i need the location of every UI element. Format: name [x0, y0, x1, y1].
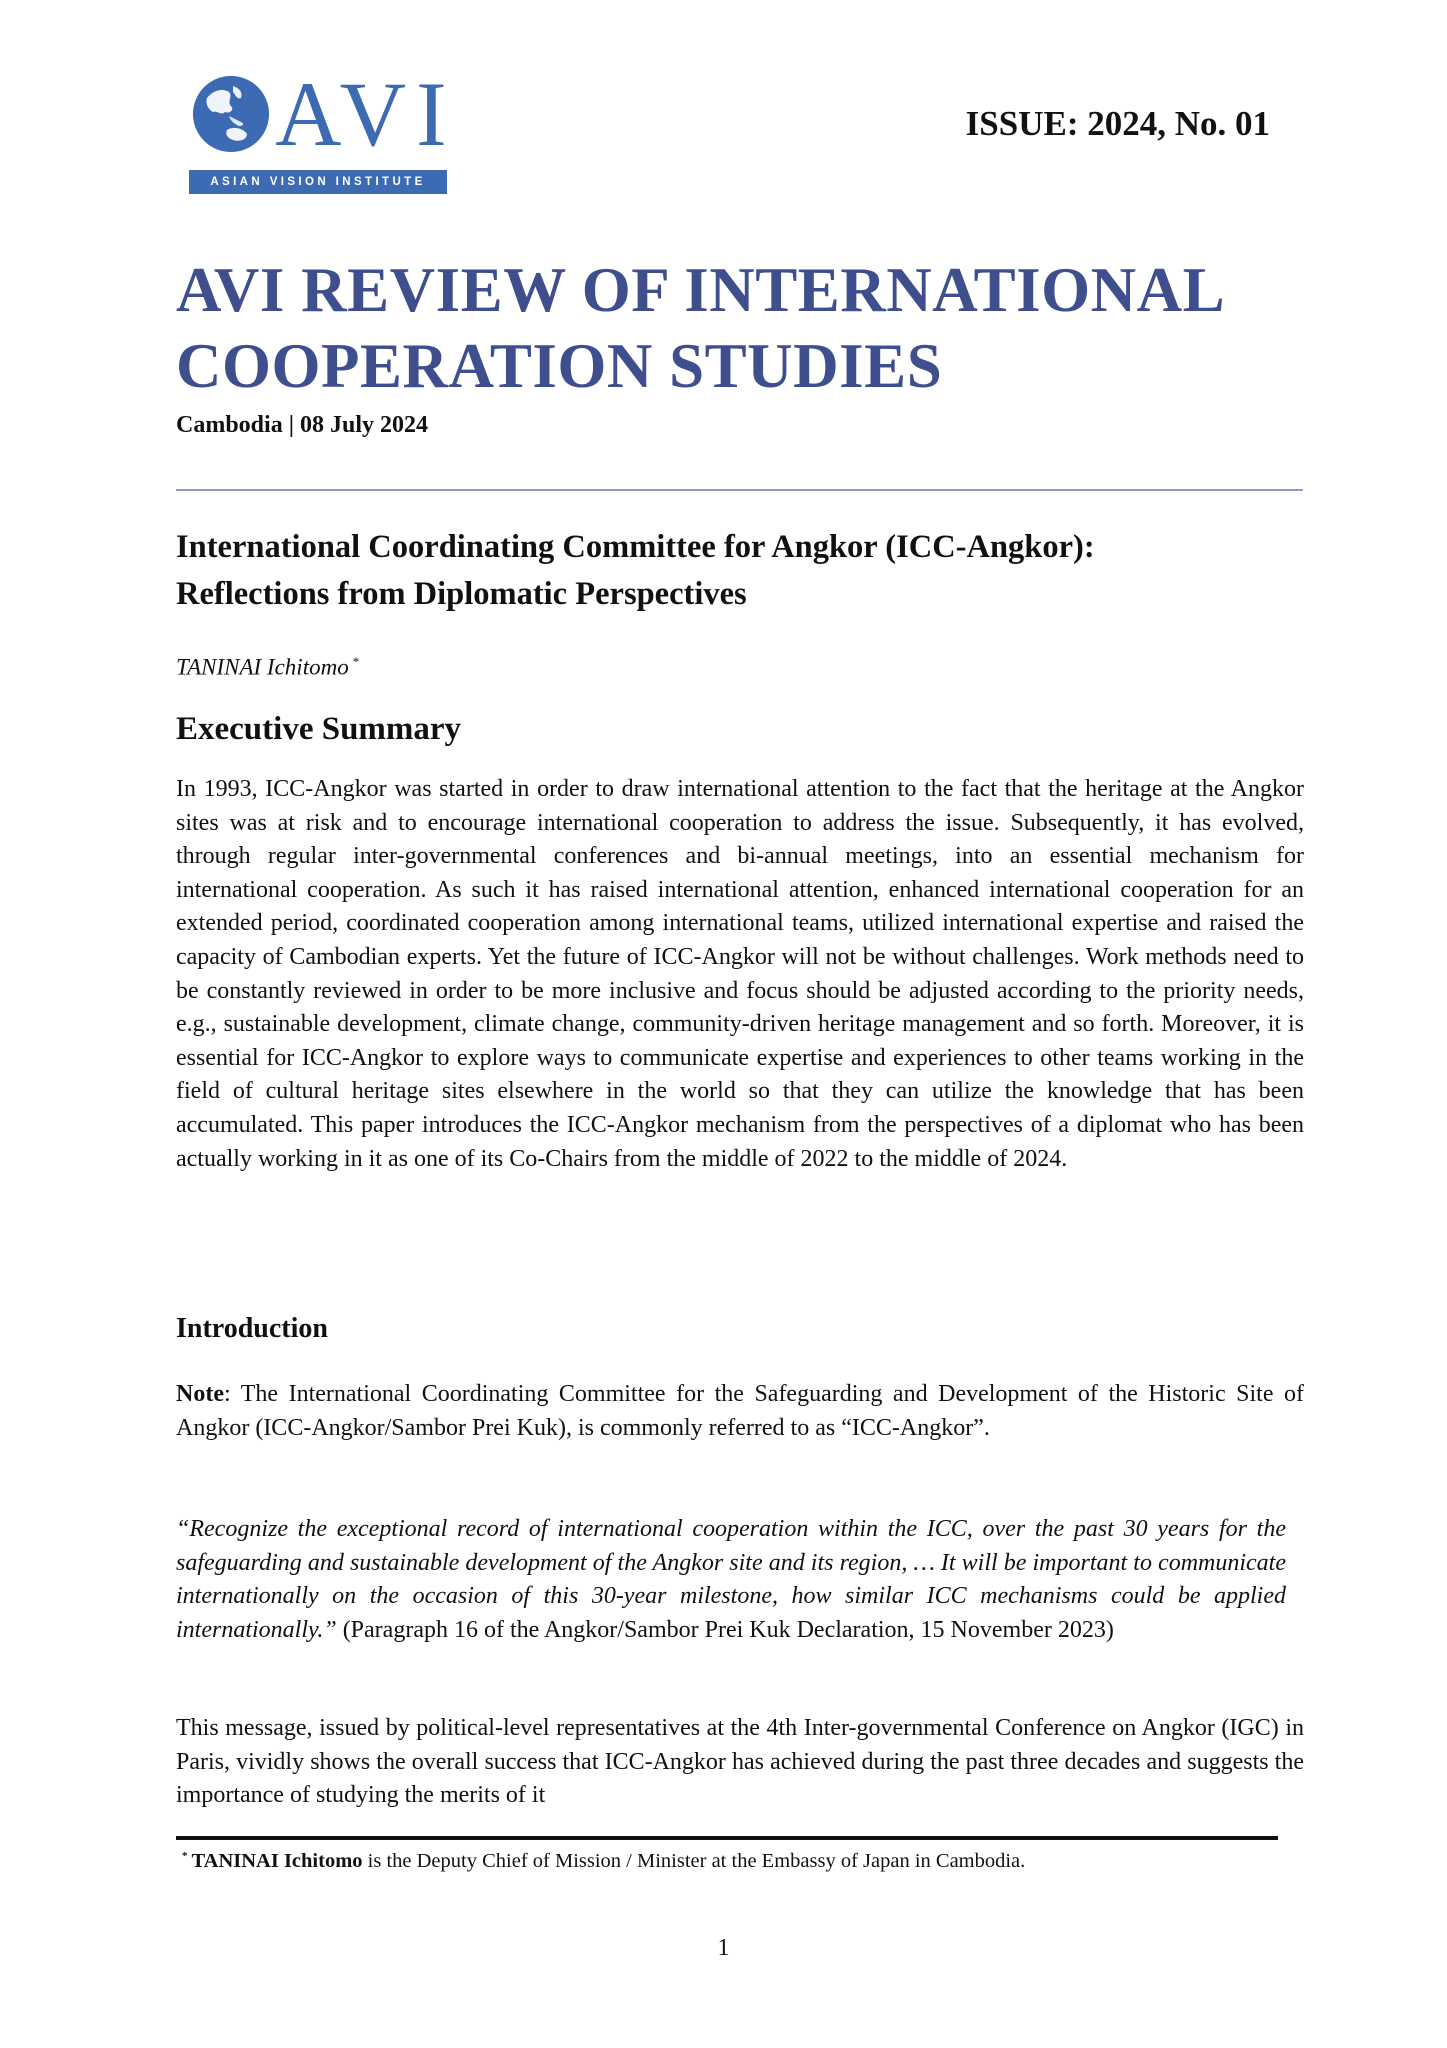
note-label: Note	[176, 1381, 224, 1407]
introduction-paragraph: This message, issued by political-level representatives at the 4th Inter-governmental Conference on Angkor (IGC) in Paris, vividly shows the overall success that ICC-Angkor has achieved during the past three decades and suggests the importance of studying the merits of it	[176, 1715, 1304, 1809]
introduction-note	[176, 1378, 1304, 1445]
author-byline	[176, 654, 359, 681]
article-title-line-2: Reflections from Diplomatic Perspectives	[176, 576, 747, 612]
header-divider	[176, 489, 1303, 491]
quote-source: (Paragraph 16 of the Angkor/Sambor Prei Kuk Declaration, 15 November 2023)	[336, 1616, 1114, 1643]
journal-title-line-1: AVI REVIEW OF INTERNATIONAL	[176, 255, 1226, 325]
issue-number: ISSUE: 2024, No. 01	[965, 104, 1270, 143]
footnote	[182, 1850, 1025, 1873]
article-title	[176, 524, 1316, 618]
author-footnote-mark[interactable]: *	[352, 654, 360, 669]
page-number: 1	[717, 1935, 730, 1961]
footnote-rule	[176, 1836, 1278, 1840]
journal-title-line-2: COOPERATION STUDIES	[176, 331, 943, 401]
avi-logo	[189, 63, 457, 190]
globe-icon	[193, 76, 269, 152]
note-text: : The International Coordinating Committee for the Safeguarding and Development of the Historic Site of Angkor (ICC-Angkor/Sambor Prei Kuk), is commonly referred to as “ICC-Angkor”.	[176, 1381, 1304, 1441]
footnote-mark: *	[182, 1850, 188, 1863]
author-name: TANINAI Ichitomo	[176, 654, 349, 680]
logo-letters: AVI	[275, 63, 457, 165]
executive-summary-heading: Executive Summary	[176, 711, 462, 747]
executive-summary-text: In 1993, ICC-Angkor was started in order to draw international attention to the fact that the heritage at the Angkor sites was at risk and to encourage international cooperation to address the issue. Subsequently, it has evolved, through regular inter-governmental conferences and bi-annual meetings, into an essential mechanism for international cooperation. As such it has raised international attention, enhanced international cooperation for an extended period, coordinated cooperation among international teams, utilized international expertise and raised the capacity of Cambodian experts. Yet the future of ICC-Angkor will not be without challenges. Work methods need to be constantly reviewed in order to be more inclusive and focus should be adjusted according to the priority needs, e.g., sustainable development, climate change, community-driven heritage management and so forth. Moreover, it is essential for ICC-Angkor to explore ways to communicate expertise and experiences to other teams working in the field of cultural heritage sites elsewhere in the world so that they can utilize the knowledge that has been accumulated. This paper introduces the ICC-Angkor mechanism from the perspectives of a diplomat who has been actually working in it as one of its Co-Chairs from the middle of 2022 to the middle of 2024.	[176, 776, 1304, 1172]
logo-tagline: ASIAN VISION INSTITUTE	[189, 170, 447, 194]
footnote-text: is the Deputy Chief of Mission / Minister at the Embassy of Japan in Cambodia.	[362, 1850, 1026, 1872]
article-title-line-1: International Coordinating Committee for Angkor (ICC-Angkor):	[176, 529, 1095, 565]
quote-text: “Recognize the exceptional record of international cooperation within the ICC, over the past 30 years for the safeguarding and sustainable development of the Angkor site and its region, … It will be important to communicate internationally on the occasion of this 30-year milestone, how similar ICC mechanisms could be applied internationally.”	[176, 1516, 1286, 1643]
introduction-heading: Introduction	[176, 1313, 328, 1344]
declaration-quote	[176, 1513, 1286, 1647]
journal-title	[176, 252, 1326, 404]
dateline: Cambodia | 08 July 2024	[176, 412, 428, 438]
footnote-name: TANINAI Ichitomo	[191, 1850, 363, 1872]
